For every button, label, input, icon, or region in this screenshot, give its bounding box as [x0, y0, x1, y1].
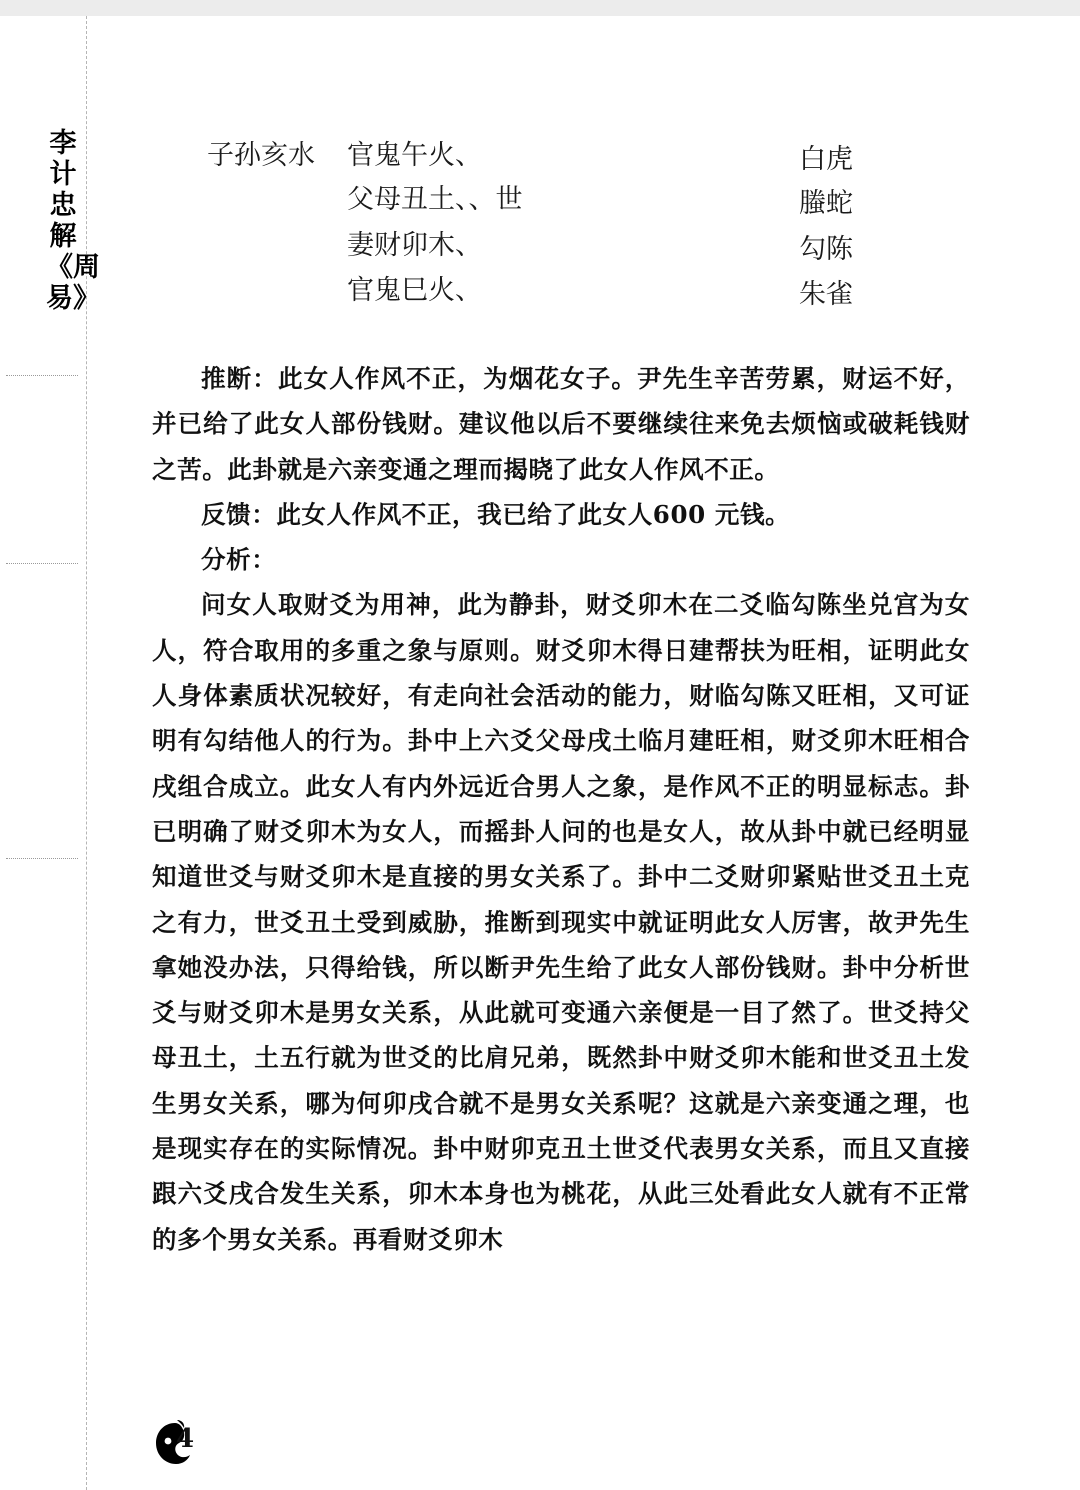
analysis-heading-paragraph	[152, 537, 970, 582]
hexagram-line: 父母丑土、、世	[347, 184, 523, 215]
gutter-dotted-rule	[6, 858, 78, 859]
hexagram-god: 螣蛇	[799, 188, 853, 219]
judgment-text: 此女人作风不正，为烟花女子。尹先生辛苦劳累，财运不好，并已给了此女人部份钱财。建议他以后不要继续往来免去烦恼或破耗钱财之苦。此卦就是六亲变通之理而揭晓了此女人作风不正。	[152, 364, 970, 484]
analysis-label: 分析：	[201, 545, 277, 575]
feedback-paragraph	[152, 492, 970, 537]
hexagram-god: 白虎	[799, 144, 853, 175]
hexagram-god: 勾陈	[799, 234, 853, 265]
gutter-dotted-rule	[6, 375, 78, 376]
hexagram-line: 官鬼午火、	[347, 140, 482, 171]
hexagram-line: 官鬼巳火、	[347, 275, 482, 306]
hexagram-table	[0, 0, 1080, 320]
feedback-text: 此女人作风不正，我已给了此女人600 元钱。	[276, 499, 791, 529]
running-title: 李计忠解《周易》	[46, 128, 100, 314]
hexagram-fushen: 子孙亥水	[207, 140, 315, 171]
judgment-label: 推断：	[201, 364, 278, 393]
feedback-label: 反馈：	[201, 499, 277, 529]
gutter-dotted-rule	[6, 563, 78, 564]
hexagram-god: 朱雀	[799, 279, 853, 310]
judgment-paragraph	[152, 356, 970, 492]
body-text	[152, 356, 970, 1262]
page-number: 4	[176, 1424, 195, 1454]
analysis-paragraph: 问女人取财爻为用神，此为静卦，财爻卯木在二爻临勾陈坐兑宫为女人，符合取用的多重之象与原则。财爻卯木得日建帮扶为旺相，证明此女人身体素质状况较好，有走向社会活动的能力，财临勾陈又旺相，又可证明有勾结他人的行为。卦中上六爻父母戌土临月建旺相，财爻卯木旺相合戌组合成立。此女人有内外远近合男人之象，是作风不正的明显标志。卦已明确了财爻卯木为女人，而摇卦人问的也是女人，故从卦中就已经明显知道世爻与财爻卯木是直接的男女关系了。卦中二爻财卯紧贴世爻丑土克之有力，世爻丑土受到威胁，推断到现实中就证明此女人厉害，故尹先生拿她没办法，只得给钱，所以断尹先生给了此女人部份钱财。卦中分析世爻与财爻卯木是男女关系，从此就可变通六亲便是一目了然了。世爻持父母丑土，土五行就为世爻的比肩兄弟，既然卦中财爻卯木能和世爻丑土发生男女关系，哪为何卯戌合就不是男女关系呢？这就是六亲变通之理，也是现实存在的实际情况。卦中财卯克丑土世爻代表男女关系，而且又直接跟六爻戌合发生关系，卯木本身也为桃花，从此三处看此女人就有不正常的多个男女关系。再看财爻卯木	[152, 590, 970, 1254]
hexagram-line: 妻财卯木、	[347, 230, 482, 261]
